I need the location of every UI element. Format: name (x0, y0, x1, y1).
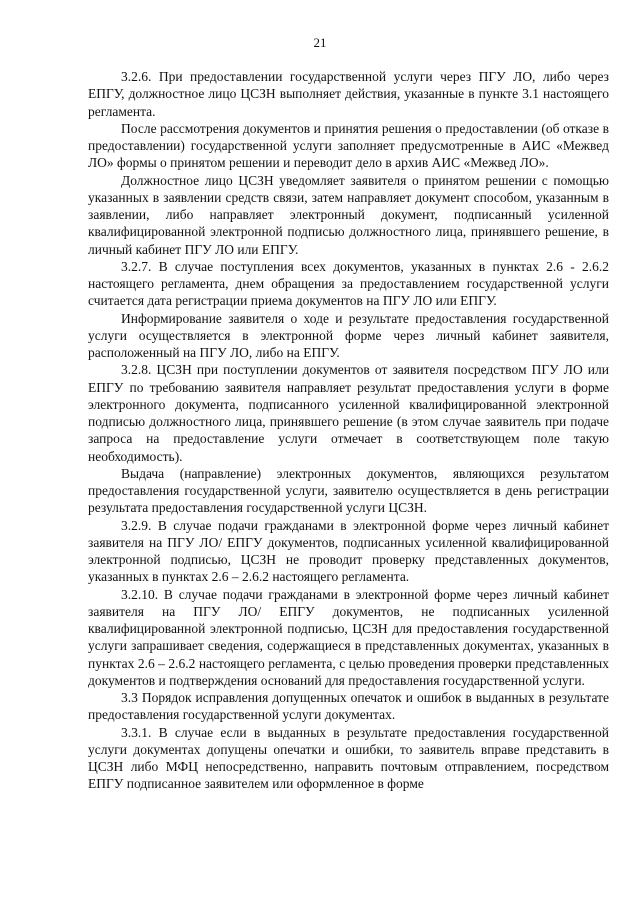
paragraph-after-review: После рассмотрения документов и принятия решения о предоставлении (об отказе в предоставлении) государственной услуги заполняет предусмотренные в АИС «Межвед ЛО» формы о принятом решении и переводит дело в архив АИС «Межвед ЛО». (88, 120, 609, 171)
paragraph-3-3: 3.3 Порядок исправления допущенных опечаток и ошибок в выданных в результате предоставления государственной услуги документах. (88, 690, 609, 723)
paragraph-3-2-7: 3.2.7. В случае поступления всех документов, указанных в пунктах 2.6 - 2.6.2 настоящего регламента, днем обращения за предоставлением государственной услуги считается дата регистрации приема документов на ПГУ ЛО или ЕПГУ. (88, 258, 609, 309)
document-body (88, 68, 609, 793)
paragraph-3-2-9: 3.2.9. В случае подачи гражданами в электронной форме через личный кабинет заявителя на ПГУ ЛО/ ЕПГУ документов, подписанных усиленной квалифицированной электронной подписью, ЦСЗН не проводит проверку представленных документов, указанных в пунктах 2.6 – 2.6.2 настоящего регламента. (88, 517, 609, 585)
paragraph-3-2-8: 3.2.8. ЦСЗН при поступлении документов от заявителя посредством ПГУ ЛО или ЕПГУ по требованию заявителя направляет результат предоставления услуги в форме электронного документа, подписанного усиленной квалифицированной электронной подписью должностного лица, принявшего решение (в этом случае заявитель при подаче запроса на предоставление услуги отмечает в соответствующем поле такую необходимость). (88, 362, 609, 464)
paragraph-issuance: Выдача (направление) электронных документов, являющихся результатом предоставления государственной услуги, заявителю осуществляется в день регистрации результата предоставления государственной услуги ЦСЗН. (88, 465, 609, 516)
paragraph-3-2-10: 3.2.10. В случае подачи гражданами в электронной форме через личный кабинет заявителя на ПГУ ЛО/ ЕПГУ документов, не подписанных усиленной квалифицированной электронной подписью, ЦСЗН для предоставления государственной услуги запрашивает сведения, содержащиеся в представленных документах, указанных в пунктах 2.6 – 2.6.2 настоящего регламента, с целью проведения проверки представленных документов и подтверждения оснований для предоставления государственной услуги. (88, 586, 609, 688)
paragraph-informing: Информирование заявителя о ходе и результате предоставления государственной услуги осуществляется в электронной форме через личный кабинет заявителя, расположенный на ПГУ ЛО, либо на ЕПГУ. (88, 310, 609, 360)
paragraph-3-3-1: 3.3.1. В случае если в выданных в результате предоставления государственной услуги документах допущены опечатки и ошибки, то заявитель вправе представить в ЦСЗН либо МФЦ непосредственно, направить почтовым отправлением, посредством ЕПГУ подписанное заявителем или оформленное в форме (88, 724, 609, 792)
paragraph-official-notifies: Должностное лицо ЦСЗН уведомляет заявителя о принятом решении с помощью указанных в заявлении средств связи, затем направляет документ способом, указанным в заявлении, либо направляет электронный документ, подписанный усиленной квалифицированной электронной подписью должностного лица, принявшего решение, в личный кабинет ПГУ ЛО или ЕПГУ. (88, 172, 609, 257)
paragraph-3-2-6: 3.2.6. При предоставлении государственной услуги через ПГУ ЛО, либо через ЕПГУ, должностное лицо ЦСЗН выполняет действия, указанные в пункте 3.1 настоящего регламента. (88, 69, 609, 119)
page-number: 21 (313, 35, 327, 50)
